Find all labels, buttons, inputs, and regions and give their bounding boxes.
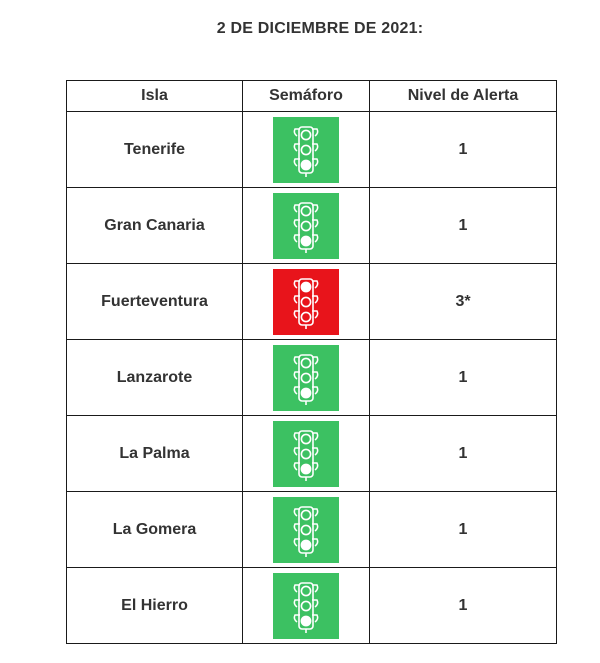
header-isla: Isla xyxy=(67,81,243,112)
traffic-light-cell xyxy=(243,492,370,568)
traffic-light-icon xyxy=(273,345,339,411)
header-nivel: Nivel de Alerta xyxy=(370,81,557,112)
island-name: Fuerteventura xyxy=(67,264,243,340)
table-row xyxy=(67,340,557,416)
table-row xyxy=(67,492,557,568)
traffic-light-icon xyxy=(273,421,339,487)
island-name: Gran Canaria xyxy=(67,188,243,264)
table-row xyxy=(67,188,557,264)
traffic-light-icon xyxy=(273,193,339,259)
alert-table xyxy=(66,80,557,644)
island-name: La Palma xyxy=(67,416,243,492)
header-semaforo: Semáforo xyxy=(243,81,370,112)
traffic-light-icon xyxy=(273,269,339,335)
alert-level: 1 xyxy=(370,568,557,644)
table-header-row xyxy=(67,81,557,112)
alert-level: 1 xyxy=(370,416,557,492)
traffic-light-cell xyxy=(243,264,370,340)
table-row xyxy=(67,416,557,492)
table-row xyxy=(67,264,557,340)
table-row xyxy=(67,568,557,644)
traffic-light-cell xyxy=(243,112,370,188)
table-row xyxy=(67,112,557,188)
alert-level: 3* xyxy=(370,264,557,340)
traffic-light-icon xyxy=(273,573,339,639)
alert-level: 1 xyxy=(370,188,557,264)
traffic-light-icon xyxy=(273,497,339,563)
page-title: 2 DE DICIEMBRE DE 2021: xyxy=(216,20,424,37)
alert-level: 1 xyxy=(370,340,557,416)
alert-level: 1 xyxy=(370,492,557,568)
traffic-light-cell xyxy=(243,340,370,416)
traffic-light-cell xyxy=(243,188,370,264)
traffic-light-icon xyxy=(273,117,339,183)
island-name: Lanzarote xyxy=(67,340,243,416)
traffic-light-cell xyxy=(243,416,370,492)
traffic-light-cell xyxy=(243,568,370,644)
island-name: La Gomera xyxy=(67,492,243,568)
island-name: Tenerife xyxy=(67,112,243,188)
alert-level: 1 xyxy=(370,112,557,188)
island-name: El Hierro xyxy=(67,568,243,644)
